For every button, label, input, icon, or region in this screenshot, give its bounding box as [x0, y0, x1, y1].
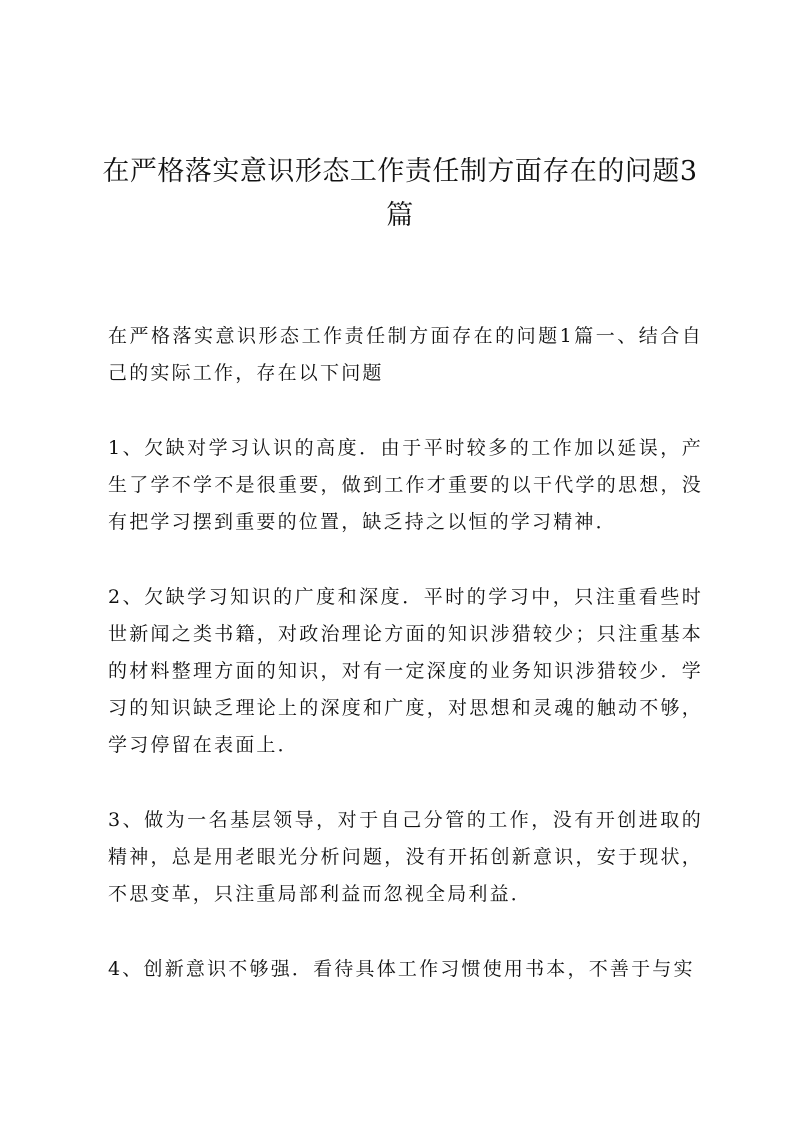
paragraph-item-1: 1、欠缺对学习认识的高度．由于平时较多的工作加以延误，产生了学不学不是很重要，做到工作才重要的以干代学的思想，没有把学习摆到重要的位置，缺乏持之以恒的学习精神．: [108, 437, 703, 533]
paragraph-item-3: 3、做为一名基层领导，对于自己分管的工作，没有开创进取的精神，总是用老眼光分析问题，没有开拓创新意识，安于现状，不思变革，只注重局部利益而忽视全局利益．: [108, 809, 703, 905]
paragraph-item-4: 4、创新意识不够强．看待具体工作习惯使用书本，不善于与实: [108, 958, 695, 980]
document-body: [108, 318, 703, 1026]
paragraph-item-2: 2、欠缺学习知识的广度和深度．平时的学习中，只注重看些时世新闻之类书籍，对政治理论方面的知识涉猎较少；只注重基本的材料整理方面的知识，对有一定深度的业务知识涉猎较少．学习的知识缺乏理论上的深度和广度，对思想和灵魂的触动不够，学习停留在表面上．: [108, 586, 703, 756]
document-title: 在严格落实意识形态工作责任制方面存在的问题3篇: [102, 156, 698, 231]
paragraph-intro: 在严格落实意识形态工作责任制方面存在的问题1篇一、结合自己的实际工作，存在以下问题: [108, 325, 703, 384]
